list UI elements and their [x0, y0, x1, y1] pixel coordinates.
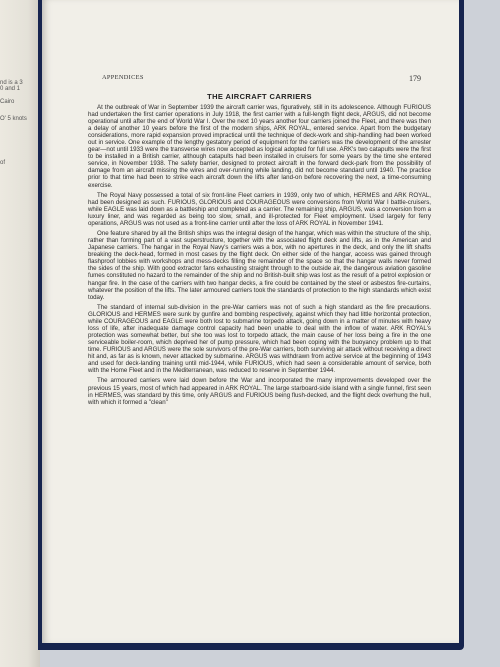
- book-page: [42, 0, 459, 643]
- paragraph: The standard of internal sub-division in the pre-War carriers was not of such a high standard as the fire precautions. GLORIOUS and HERMES were sunk by gunfire and bombing respectively, against which they had little horizontal protection, while COURAGEOUS and EAGLE were both lost to submarine torpedo attack, going down in a matter of minutes with heavy loss of life, after inadequate damage control capacity had been unable to deal with the inflow of water. ARK ROYAL's protection was somewhat better, but she too was lost to torpedo attack, the main cause of her loss being a fire in the one serviceable boiler-room, which deprived her of pump pressure, which had been coping with the buoyancy problem up to that time. FURIOUS and ARGUS were the sole survivors of the pre-War carriers, both surviving air attack without receiving a direct hit and, as far as is known, never attacked by submarine. ARGUS was withdrawn from active service at the beginning of 1943 and used for deck-landing training until mid-1944, while FURIOUS, which had seen a considerable amount of service, both with the Home Fleet and in the Mediterranean, was reduced to reserve in September 1944.: [88, 303, 431, 375]
- paragraph: At the outbreak of War in September 1939 the aircraft carrier was, figuratively, still in its adolescence. Although FURIOUS had undertaken the first carrier operations in July 1918, the first carrier with a full-length flight deck, ARGUS, did not become operational until after the end of World War I. Over the next 10 years another four carriers joined the Fleet, and there was then a delay of another 10 years before the first of the modern ships, ARK ROYAL, entered service. Apart from the budgetary considerations, more rapid expansion proved impractical until the technique of deck-work and ship-handling had been worked out in service. One example of the lengthy gestatory period of equipment for the carriers was the development of the arrester gear—not until 1933 were the transverse wires now accepted as logical adopted for full use. ARK's two catapults were the first to be installed in a British carrier, although catapults had been installed in cruisers for some years by the time she entered service, in November 1938. The safety barrier, designed to protect aircraft in the forward deck-park from the possibility of damage from an aircraft missing the wires and over-running while landing, did not become standard until 1940. The practice prior to that time had been to strike each aircraft down the lifts after land-on before recovering the next, a time-consuming exercise.: [88, 104, 431, 189]
- section-name: APPENDICES: [102, 74, 144, 81]
- facing-page-edge: [0, 0, 40, 667]
- paragraph: One feature shared by all the British ships was the integral design of the hangar, which was within the structure of the ship, rather than forming part of a vast superstructure, together with the associated flight deck and lifts, as in the American and Japanese carriers. The hangar in the Royal Navy's carriers was a box, with no apertures in the deck, and only the lift shafts breaking the deck-head, formed in most cases by the flight deck. On either side of the hangar, access was gained through flashproof lobbies with workshops and mess-decks filling the remainder of the space so that the hangar walls never formed the sides of the ship. With good extractor fans exhausting straight through to the outside air, the dangerous aviation gasoline fumes constituted no hazard to the remainder of the ship and no British-built ship was lost as the result of a petrol explosion or hangar fire. In the case of the carriers with two hangar decks, a fire could be contained by the steel or asbestos fire-curtains, whatever the position of the lifts. The later armoured carriers took the standards of protection to the high standards which exist today.: [88, 230, 431, 301]
- chapter-title: THE AIRCRAFT CARRIERS: [207, 92, 312, 101]
- paragraph: The armoured carriers were laid down before the War and incorporated the many improvements developed over the previous 15 years, most of which had appeared in ARK ROYAL. The large starboard-side island with a single funnel, first seen in HERMES, was standard by this time, only ARGUS and FURIOUS being flush-decked, and the flight deck overhung the hull, with which it formed a "clean": [88, 377, 431, 406]
- facing-page-text: O' 5 knots: [0, 116, 27, 122]
- facing-page-text: 0 and 1: [0, 86, 21, 92]
- body-text: [88, 104, 431, 409]
- facing-page-text: Cairo: [0, 99, 15, 105]
- paragraph: The Royal Navy possessed a total of six front-line Fleet carriers in 1939, only two of which, HERMES and ARK ROYAL, had been designed as such. FURIOUS, GLORIOUS and COURAGEOUS were conversions from World War I battle-cruisers, while EAGLE was laid down as a battleship and completed as a carrier. The remaining ship, ARGUS, was a conversion from a luxury liner, and was regarded as being too slow, small, and ill-protected for Fleet employment. Used largely for ferry operations, ARGUS was not used as a front-line carrier until after the loss of ARK ROYAL in November 1941.: [88, 191, 431, 227]
- page-number: 179: [409, 74, 421, 83]
- facing-page-text: nd is a 3: [0, 80, 23, 86]
- facing-page-text: of: [0, 160, 6, 166]
